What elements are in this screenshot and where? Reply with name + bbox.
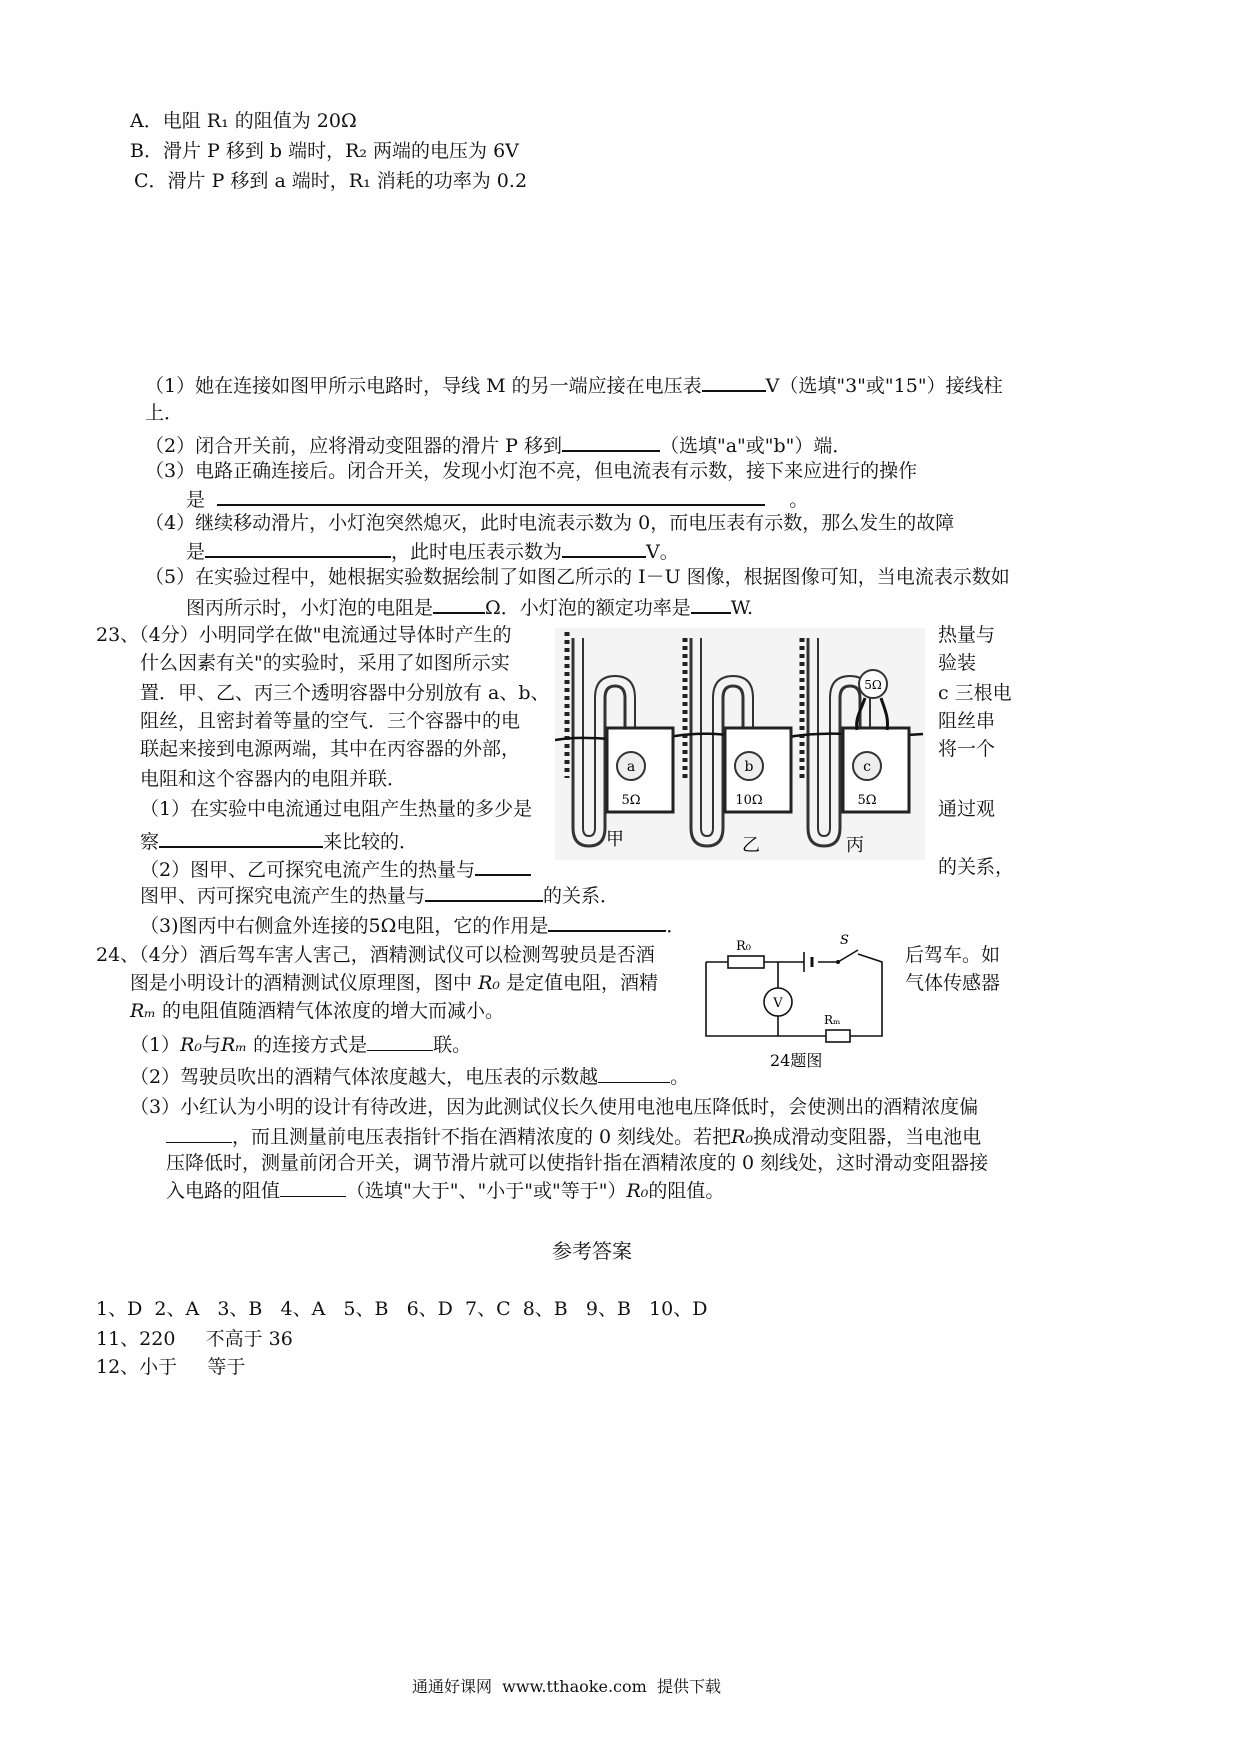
r0-label: R₀: [736, 939, 751, 954]
lamp-sub1-cont: 上．: [145, 402, 184, 424]
res-b: 10Ω: [735, 793, 763, 808]
q23-sub2-text-c: 的关系．: [543, 885, 620, 907]
footer-credit: 通通好课网 www.tthaoke.com 提供下载: [412, 1677, 721, 1696]
option-c: C．滑片 P 移到 a 端时，R₁ 消耗的功率为 0.2: [134, 170, 528, 192]
q23-line1: 23、（4分）小明同学在做"电流通过导体时产生的: [96, 624, 512, 646]
lamp-sub4-text-b: 是: [186, 541, 206, 563]
blank: [367, 1030, 433, 1051]
blank: [280, 1176, 346, 1197]
q23-line4-right: 阻丝串: [938, 710, 996, 732]
q24-line1: 24、（4分）酒后驾车害人害己，酒精测试仪可以检测驾驶员是否酒: [96, 944, 655, 966]
blank: [562, 430, 660, 452]
q24-sub2-text-b: 。: [670, 1066, 690, 1088]
blank: [166, 1122, 232, 1143]
q23-line2-right: 验装: [938, 652, 977, 674]
q23-apparatus-figure: [555, 628, 925, 860]
label-yi: 乙: [742, 835, 760, 856]
lamp-sub3-text-b: 是: [186, 489, 206, 511]
lamp-sub4: （4）继续移动滑片，小灯泡突然熄灭，此时电流表示数为 0，而电压表有示数，那么发生的故障: [145, 512, 955, 534]
q23-line2: 什么因素有关"的实验时，采用了如图所示实: [140, 652, 510, 674]
q24-sub3-text-b: ，而且测量前电压表指针不指在酒精浓度的 0 刻线处。若把: [232, 1126, 732, 1148]
q23-sub2: [140, 854, 531, 883]
label-b: b: [744, 759, 754, 775]
rm-label: Rₘ: [824, 1013, 841, 1027]
label-a: a: [626, 759, 636, 775]
q23-line3-right: c 三根电: [938, 682, 1012, 704]
q24-sub1-text-c: 与: [202, 1034, 222, 1056]
q23-sub1-text-c: 来比较的．: [323, 831, 419, 853]
lamp-sub2-text-b: （选填"a"或"b"）端．: [659, 435, 852, 457]
q24-sub3-cont3: [166, 1176, 724, 1204]
lamp-sub5-text-b: 图丙所示时，小灯泡的电阻是: [186, 597, 434, 619]
blank: [702, 370, 766, 392]
r0-resistor: [728, 956, 764, 968]
q23-sub1-cont: [140, 826, 418, 855]
q23-line5: 联起来接到电源两端，其中在丙容器的外部，: [140, 738, 521, 760]
q24-line2-text-b: R₀: [478, 972, 500, 994]
answers-row3: 12、小于 等于: [96, 1356, 246, 1378]
q24-circuit-figure: [700, 932, 890, 1072]
blank: [475, 854, 531, 876]
blank: [159, 826, 323, 848]
lamp-sub1-text: （1）她在连接如图甲所示电路时，导线 M 的另一端应接在电压表: [145, 375, 702, 397]
lamp-sub4-cont: [186, 536, 679, 565]
label-c: c: [863, 759, 871, 775]
q23-line6: 电阻和这个容器内的电阻并联．: [140, 768, 407, 790]
lamp-sub3: （3）电路正确连接后。闭合开关，发现小灯泡不亮，但电流表有示数，接下来应进行的操作: [145, 460, 918, 482]
q24-sub2: [130, 1062, 689, 1090]
q23-line4: 阻丝，且密封着等量的空气．三个容器中的电: [140, 710, 521, 732]
q24-sub3-text-g: （选填"大于"、"小于"或"等于"）: [346, 1180, 627, 1202]
q24-sub1: [130, 1030, 471, 1058]
q23-sub3: [140, 910, 685, 939]
lamp-sub4-text-d: V。: [646, 541, 679, 563]
q24-line3-text-a: Rₘ: [130, 1000, 156, 1022]
blank: [691, 592, 731, 614]
voltmeter-label: V: [773, 996, 783, 1011]
q24-sub3-text-d: 换成滑动变阻器，当电池电: [753, 1126, 982, 1148]
label-jia: 甲: [606, 829, 624, 850]
q24-sub3-text-i: 的阻值。: [648, 1180, 725, 1202]
q24-sub1-text-b: R₀: [180, 1034, 203, 1056]
q24-sub1-text-f: 联。: [433, 1034, 472, 1056]
q24-sub3-cont2: 压降低时，测量前闭合开关，调节滑片就可以使指针指在酒精浓度的 0 刻线处，这时滑动变阻器接: [166, 1152, 989, 1174]
lamp-sub5-text-d: W.: [730, 597, 754, 619]
q24-sub3-cont1: [166, 1122, 981, 1150]
answers-row1: 1、D 2、A 3、B 4、A 5、B 6、D 7、C 8、B 9、B 10、D: [96, 1298, 708, 1320]
q24-line1-right: 后驾车。如: [905, 944, 1001, 966]
res-a: 5Ω: [621, 793, 641, 808]
lamp-sub5-text-c: Ω．小灯泡的额定功率是: [485, 597, 691, 619]
q24-sub1-text-a: （1）: [130, 1034, 181, 1056]
lamp-sub5: （5）在实验过程中，她根据实验数据绘制了如图乙所示的 I－U 图像，根据图像可知，当电流表示数如: [145, 566, 1010, 588]
label-bing: 丙: [846, 835, 864, 856]
blank: [548, 910, 666, 932]
external-resistor-label: 5Ω: [864, 678, 882, 692]
q24-sub3: （3）小红认为小明的设计有待改进，因为此测试仪长久使用电池电压降低时，会使测出的酒精浓度偏: [130, 1096, 979, 1118]
q23-sub1-right: 通过观: [938, 798, 996, 820]
answers-title: 参考答案: [552, 1239, 632, 1263]
q24-sub1-text-e: 的连接方式是: [253, 1034, 368, 1056]
q24-line3-text-b: 的电阻值随酒精气体浓度的增大而减小。: [162, 1000, 505, 1022]
q23-line5-right: 将一个: [938, 738, 996, 760]
q24-sub3-text-f: 入电路的阻值: [166, 1180, 281, 1202]
q24-sub1-text-d: Rₘ: [221, 1034, 248, 1056]
res-c: 5Ω: [857, 793, 877, 808]
lamp-sub3-cont: [186, 484, 808, 513]
option-a: A．电阻 R₁ 的阻值为 20Ω: [130, 110, 357, 132]
q24-line2-text-c: 是定值电阻，酒精: [506, 972, 659, 994]
q24-sub3-text-h: R₀: [626, 1180, 649, 1202]
q24-line3: [130, 998, 504, 1024]
q23-sub3-text: （3)图丙中右侧盒外连接的5Ω电阻，它的作用是: [140, 915, 549, 937]
q23-line1-right: 热量与: [938, 624, 996, 646]
blank: [217, 484, 765, 506]
q23-sub1: （1）在实验中电流通过电阻产生热量的多少是: [140, 798, 533, 820]
lamp-sub3-text-c: 。: [789, 489, 809, 511]
blank: [562, 536, 646, 558]
figure-caption: 24题图: [770, 1051, 823, 1070]
blank: [433, 592, 485, 614]
blank: [425, 880, 543, 902]
lamp-sub5-cont: [186, 592, 753, 621]
q24-sub2-text-a: （2）驾驶员吹出的酒精气体浓度越大，电压表的示数越: [130, 1066, 599, 1088]
blank: [205, 536, 391, 558]
q23-sub2-text-b: 图甲、丙可探究电流产生的热量与: [140, 885, 426, 907]
q23-sub2-text: （2）图甲、乙可探究电流产生的热量与: [140, 859, 476, 881]
q24-line2-right: 气体传感器: [905, 972, 1001, 994]
rm-resistor: [826, 1030, 850, 1042]
blank: [598, 1062, 670, 1083]
lamp-sub1: [145, 370, 1003, 399]
lamp-sub1-text-b: V（选填"3"或"15"）接线柱: [765, 375, 1003, 397]
answers-row2: 11、220 不高于 36: [96, 1328, 293, 1350]
q23-sub3-text-b: ．: [666, 915, 686, 937]
q23-line3: 置．甲、乙、丙三个透明容器中分别放有 a、b、: [140, 682, 550, 704]
option-b: B．滑片 P 移到 b 端时，R₂ 两端的电压为 6V: [130, 140, 519, 162]
q24-sub3-text-c: R₀: [731, 1126, 754, 1148]
lamp-sub2-text: （2）闭合开关前，应将滑动变阻器的滑片 P 移到: [145, 435, 562, 457]
q23-sub1-text-b: 察: [140, 831, 160, 853]
switch-blade: [838, 950, 858, 962]
q23-sub2-cont: [140, 880, 619, 909]
q24-line2: [130, 970, 658, 996]
switch-label: S: [840, 933, 849, 948]
q24-line2-text-a: 图是小明设计的酒精测试仪原理图，图中: [130, 972, 473, 994]
lamp-sub2: [145, 430, 851, 459]
lamp-sub4-text-c: ，此时电压表示数为: [391, 541, 563, 563]
q23-sub2-right: 的关系，: [938, 856, 1015, 878]
